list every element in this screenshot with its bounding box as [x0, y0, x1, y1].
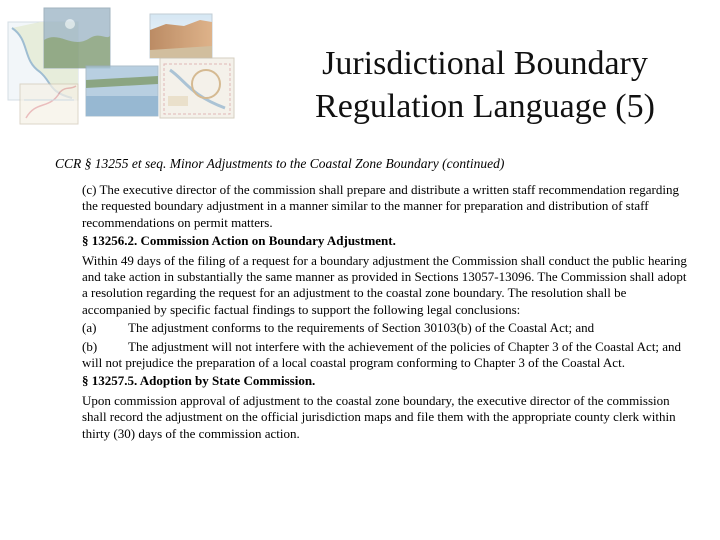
- item-b-text: The adjustment will not interfere with the achievement of the policies of Chapter 3 of the Coastal Act; and will not prejudice the preparation of a local coastal program conforming to Chapter 3 of the Coastal Act.: [82, 338, 682, 371]
- section-heading-13256-2: § 13256.2. Commission Action on Boundary Adjustment.: [82, 233, 396, 249]
- aerial-photo-image: [44, 8, 110, 68]
- paragraph-c: (c) The executive director of the commission shall prepare and distribute a written staff recommendation regarding the requested boundary adjustment in a manner similar to the manner for preparation and distribution of staff recommendations on permit matters.: [82, 182, 679, 230]
- paragraph-within-49-days: Within 49 days of the filing of a request for a boundary adjustment the Commission shall conduct the public hearing and take action in substantially the same manner as provided in Sections 13057-13096. The Commission shall adopt a resolution regarding the request for an adjustment to the coastal zone boundary. The resolution shall be accompanied by specific factual findings to support the following legal conclusions:: [82, 252, 687, 317]
- item-a: [82, 320, 692, 336]
- item-b-label: (b): [82, 338, 98, 354]
- section-subtitle: CCR § 13255 et seq. Minor Adjustments to the Coastal Zone Boundary (continued): [55, 156, 505, 171]
- regulation-body: [82, 182, 692, 444]
- small-map-image: [20, 84, 78, 124]
- cliff-photo-image: [150, 14, 212, 58]
- item-a-text: The adjustment conforms to the requirements of Section 30103(b) of the Coastal Act; and: [128, 320, 595, 336]
- paragraph-upon-approval: Upon commission approval of adjustment to the coastal zone boundary, the executive director of the commission shall record the adjustment on the official jurisdiction maps and file them with the appropriate county clerk within thirty (30) days of the commission action.: [82, 392, 676, 441]
- item-b: [82, 339, 692, 372]
- bay-photo-image: [86, 66, 158, 116]
- map-photo-collage: [0, 0, 240, 130]
- item-a-label: (a): [82, 320, 97, 336]
- slide-title: [270, 42, 700, 128]
- jurisdiction-map-image: [160, 58, 234, 118]
- title-line-2: Regulation Language (5): [315, 88, 655, 125]
- title-line-1: Jurisdictional Boundary: [322, 45, 648, 82]
- section-heading-13257-5: § 13257.5. Adoption by State Commission.: [82, 373, 316, 389]
